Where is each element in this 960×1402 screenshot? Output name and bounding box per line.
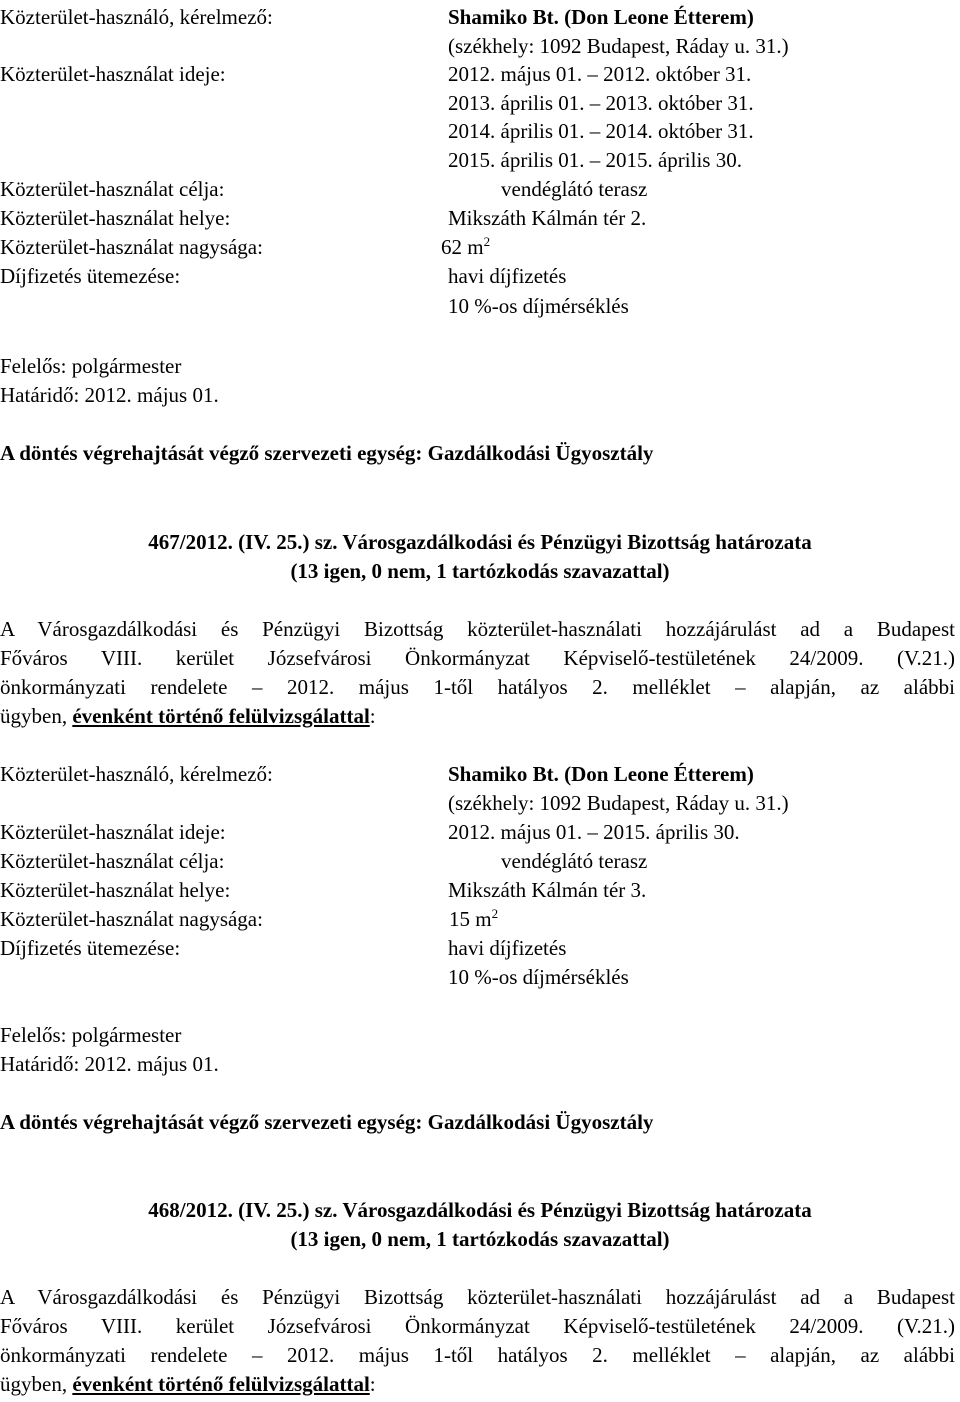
review-clause: évenként történő felülvizsgálattal [72, 1372, 370, 1396]
applicant-value: Shamiko Bt. (Don Leone Étterem) [448, 762, 754, 786]
fee-label: Díjfizetés ütemezése: [0, 264, 181, 288]
resolution-text-line: Főváros VIII. kerület Józsefvárosi Önkormányzat Képviselő-testületének 24/2009. (V.21.) [0, 646, 955, 670]
period-row [0, 117, 960, 146]
applicant-label: Közterület-használó, kérelmező: [0, 5, 273, 29]
resolution-text-suffix: : [369, 704, 376, 728]
applicant-seat-row [0, 32, 960, 61]
size-row [0, 233, 960, 262]
applicant-row [0, 760, 960, 789]
resolution-vote: (13 igen, 0 nem, 1 tartózkodás szavazattal) [290, 1227, 670, 1251]
discount-row [0, 963, 960, 992]
size-value [449, 905, 498, 934]
applicant-seat-row [0, 789, 960, 818]
period-row [0, 89, 960, 118]
period-value: 2014. április 01. – 2014. október 31. [448, 119, 754, 143]
resolution-text-prefix: ügyben, [0, 704, 68, 728]
discount-row [0, 292, 960, 321]
deadline: Határidő: 2012. május 01. [0, 1052, 219, 1076]
size-number: 62 m [441, 235, 484, 259]
resolution-title: Városgazdálkodási és Pénzügyi Bizottság határozata [342, 1198, 812, 1222]
discount-value: 10 %-os díjmérséklés [448, 965, 629, 989]
size-value [441, 233, 490, 262]
size-unit-sup: 2 [483, 234, 491, 249]
resolution-number: 468/2012. (IV. 25.) sz. [148, 1198, 338, 1222]
fee-label: Díjfizetés ütemezése: [0, 936, 181, 960]
resolution-text-suffix: : [369, 1372, 376, 1396]
resolution-text-line: önkormányzati rendelete – 2012. május 1-től hatályos 2. melléklet – alapján, az alábbi [0, 1343, 955, 1367]
resolution-heading [0, 528, 960, 557]
period-value: 2013. április 01. – 2013. október 31. [448, 91, 754, 115]
period-label: Közterület-használat ideje: [0, 820, 226, 844]
size-number: 15 m [449, 907, 492, 931]
applicant-label: Közterület-használó, kérelmező: [0, 762, 273, 786]
resolution-text-line: A Városgazdálkodási és Pénzügyi Bizottság közterület-használati hozzájárulást ad a Budapest [0, 1285, 955, 1309]
resolution-text-prefix: ügyben, [0, 1372, 68, 1396]
applicant-row [0, 3, 960, 32]
deadline: Határidő: 2012. május 01. [0, 383, 219, 407]
period-label: Közterület-használat ideje: [0, 62, 226, 86]
resolution-vote: (13 igen, 0 nem, 1 tartózkodás szavazattal) [290, 559, 670, 583]
fee-row [0, 262, 960, 291]
resolution-text-line: önkormányzati rendelete – 2012. május 1-től hatályos 2. melléklet – alapján, az alábbi [0, 675, 955, 699]
period-row [0, 818, 960, 847]
period-value: 2012. május 01. – 2012. október 31. [448, 62, 752, 86]
resolution-number: 467/2012. (IV. 25.) sz. [148, 530, 338, 554]
purpose-row [0, 847, 960, 876]
applicant-seat: (székhely: 1092 Budapest, Ráday u. 31.) [448, 791, 789, 815]
fee-value: havi díjfizetés [448, 264, 567, 288]
responsible: Felelős: polgármester [0, 354, 182, 378]
place-row [0, 204, 960, 233]
resolution-title: Városgazdálkodási és Pénzügyi Bizottság határozata [342, 530, 812, 554]
purpose-row [0, 175, 960, 204]
fee-value: havi díjfizetés [448, 936, 567, 960]
purpose-label: Közterület-használat célja: [0, 177, 225, 201]
discount-value: 10 %-os díjmérséklés [448, 294, 629, 318]
fee-row [0, 934, 960, 963]
review-clause: évenként történő felülvizsgálattal [72, 704, 370, 728]
resolution-text-line: A Városgazdálkodási és Pénzügyi Bizottság közterület-használati hozzájárulást ad a Budapest [0, 617, 955, 641]
place-row [0, 876, 960, 905]
applicant-seat: (székhely: 1092 Budapest, Ráday u. 31.) [448, 34, 789, 58]
purpose-value: vendéglátó terasz [501, 849, 648, 873]
resolution-text-line [0, 702, 376, 731]
period-row [0, 146, 960, 175]
size-label: Közterület-használat nagysága: [0, 235, 263, 259]
size-row [0, 905, 960, 934]
place-label: Közterület-használat helye: [0, 206, 231, 230]
resolution-text-line: Főváros VIII. kerület Józsefvárosi Önkormányzat Képviselő-testületének 24/2009. (V.21.) [0, 1314, 955, 1338]
resolution-heading [0, 1196, 960, 1225]
purpose-value: vendéglátó terasz [501, 177, 648, 201]
responsible: Felelős: polgármester [0, 1023, 182, 1047]
executor-unit: A döntés végrehajtását végző szervezeti egység: Gazdálkodási Ügyosztály [0, 1110, 654, 1134]
place-value: Mikszáth Kálmán tér 2. [448, 206, 647, 230]
size-unit-sup: 2 [491, 906, 499, 921]
purpose-label: Közterület-használat célja: [0, 849, 225, 873]
size-label: Közterület-használat nagysága: [0, 907, 263, 931]
period-row [0, 60, 960, 89]
resolution-text-line [0, 1370, 376, 1399]
executor-unit: A döntés végrehajtását végző szervezeti egység: Gazdálkodási Ügyosztály [0, 441, 654, 465]
period-value: 2012. május 01. – 2015. április 30. [448, 820, 740, 844]
applicant-value: Shamiko Bt. (Don Leone Étterem) [448, 5, 754, 29]
place-value: Mikszáth Kálmán tér 3. [448, 878, 647, 902]
period-value: 2015. április 01. – 2015. április 30. [448, 148, 742, 172]
place-label: Közterület-használat helye: [0, 878, 231, 902]
